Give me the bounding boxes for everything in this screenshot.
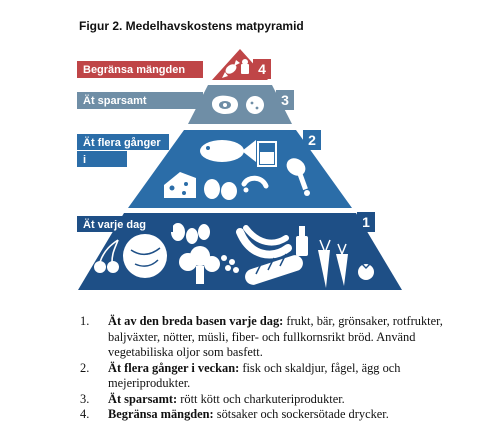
tier-3-number: 3 bbox=[276, 90, 294, 110]
legend-number: 3. bbox=[80, 391, 90, 406]
tier-2-number: 2 bbox=[303, 130, 321, 150]
tier-4-number: 4 bbox=[253, 59, 271, 79]
legend-number: 1. bbox=[80, 314, 90, 328]
legend-heading: Ät av den breda basen varje dag: bbox=[108, 314, 284, 328]
legend-description: rött kött och charkuteriprodukter. bbox=[177, 391, 345, 406]
legend-text bbox=[108, 392, 480, 408]
legend-item bbox=[80, 392, 480, 408]
tomato-icon bbox=[358, 264, 374, 280]
tier-4-label: Begränsa mängden bbox=[77, 61, 203, 78]
tier-1-label: Ät varje dag bbox=[77, 216, 173, 232]
legend-heading: Ät flera gånger i veckan: bbox=[108, 360, 240, 375]
figure-title: Figur 2. Medelhavskostens matpyramid bbox=[79, 19, 304, 33]
legend-text bbox=[108, 361, 480, 392]
legend-description: sötsaker och sockersötade drycker. bbox=[213, 407, 389, 421]
cabbage-icon bbox=[123, 234, 167, 278]
legend-item bbox=[80, 361, 480, 392]
legend-text bbox=[108, 314, 480, 361]
tier-3-label: Ät sparsamt bbox=[77, 92, 203, 109]
pyramid-legend bbox=[80, 314, 480, 423]
tier-1-number: 1 bbox=[357, 212, 375, 232]
tier-2-label-line2: i veckan bbox=[77, 151, 127, 167]
legend-item bbox=[80, 407, 480, 423]
legend-heading: Begränsa mängden: bbox=[108, 407, 214, 421]
dessert-icon bbox=[241, 59, 249, 74]
legend-number: 2. bbox=[80, 360, 90, 375]
legend-description: frukt, bär, grönsaker, rotfrukter, baljväxter, nötter, müsli, fiber- och fullkornsrikt bröd. Använd vegetabiliska oljor som basfett. bbox=[108, 314, 443, 359]
steak-icon bbox=[212, 96, 238, 114]
legend-heading: Ät sparsamt: bbox=[108, 391, 178, 406]
legend-text bbox=[108, 407, 480, 423]
legend-number: 4. bbox=[80, 407, 90, 421]
tier-2-label-line1: Ät flera gånger bbox=[77, 134, 169, 150]
legend-description: fisk och skaldjur, fågel, ägg och mejeriprodukter. bbox=[108, 360, 401, 390]
legend-item bbox=[80, 314, 480, 361]
